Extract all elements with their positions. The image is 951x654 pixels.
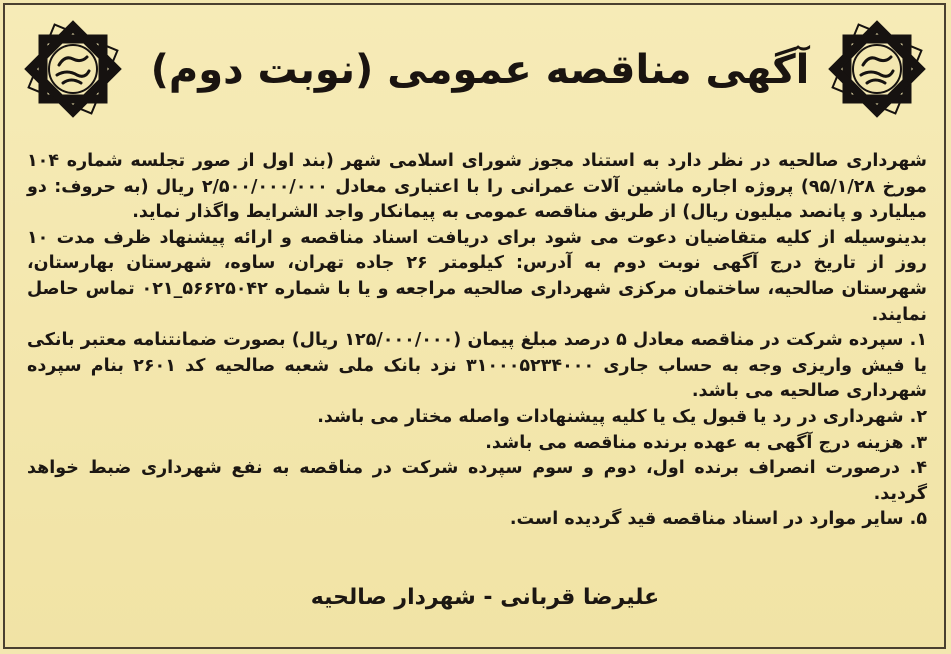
municipality-emblem-icon	[23, 19, 123, 119]
notice-title: آگهی مناقصه عمومی (نوبت دوم)	[150, 47, 810, 93]
municipality-emblem-icon	[827, 19, 927, 119]
notice-frame	[3, 3, 946, 649]
condition-item: ۲. شهرداری در رد یا قبول یک یا کلیه پیشنهادات واصله مختار می باشد.	[317, 406, 927, 427]
invitation-paragraph: بدینوسیله از کلیه متقاضیان دعوت می شود برای دریافت اسناد مناقصه و ارائه پیشنهاد ظرف مدت ۱۰ روز از تاریخ درج آگهی نوبت دوم به آدرس: کیلومتر ۲۶ جاده تهران، ساوه، شهرستان بهارستان، شهرستان صالحیه، ساختمان مرکزی شهرداری صالحیه مراجعه و یا با شماره ۵۶۶۲۵۰۴۲_۰۲۱ تماس حاصل نمایند.	[27, 227, 927, 325]
condition-item: ۵. سایر موارد در اسناد مناقصه قید گردیده است.	[509, 509, 927, 530]
intro-paragraph: شهرداری صالحیه در نظر دارد به استناد مجوز شورای اسلامی شهر (بند اول از صور تجلسه شماره ۱۰۴ مورخ ۹۵/۱/۲۸) پروژه اجاره ماشین آلات عمرانی را با اعتباری معادل ۲/۵۰۰/۰۰۰/۰۰۰ ریال (به حروف: دو میلیارد و پانصد میلیون ریال) از طریق مناقصه عمومی به پیمانکار واجد الشرایط واگذار نماید.	[27, 151, 928, 223]
mayor-signature: علیرضا قربانی - شهردار صالحیه	[310, 585, 660, 610]
condition-item: ۳. هزینه درج آگهی به عهده برنده مناقصه می باشد.	[485, 432, 927, 453]
condition-item: ۴. درصورت انصراف برنده اول، دوم و سوم سپرده شرکت در مناقصه به نفع شهرداری ضبط خواهد گردید.	[27, 458, 927, 504]
notice-body	[27, 149, 927, 533]
condition-item: ۱. سپرده شرکت در مناقصه معادل ۵ درصد مبلغ پیمان (۱۲۵/۰۰۰/۰۰۰ ریال) بصورت ضمانتنامه معتبر بانکی یا فیش واریزی وجه به حساب جاری ۳۱۰۰۰۵۲۳۴۰۰۰ نزد بانک ملی شعبه صالحیه کد ۲۶۰۱ بنام سپرده شهرداری صالحیه می باشد.	[27, 330, 927, 402]
